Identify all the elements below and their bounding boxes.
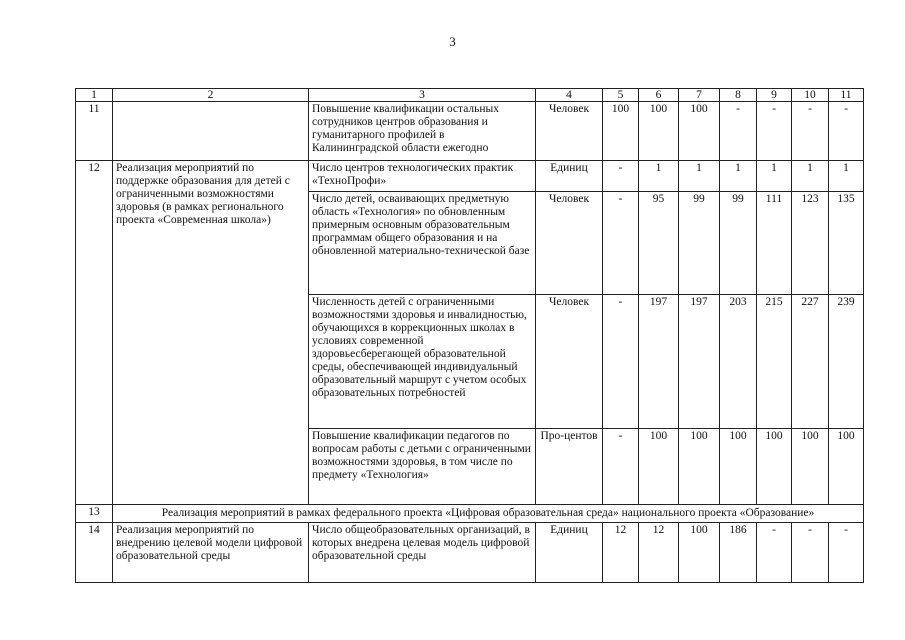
value-cell: - — [792, 523, 829, 583]
unit-cell: Человек — [536, 192, 603, 295]
value-cell: 100 — [829, 429, 864, 505]
header-cell: 9 — [757, 89, 792, 102]
value-cell: 100 — [757, 429, 792, 505]
row-number: 13 — [76, 505, 113, 523]
indicator-cell: Численность детей с ограниченными возможностями здоровья и инвалидностью, обучающихся в коррекционных школах в условиях современной здоровьесберегающей образовательной среды, обеспечивающей индивидуальный образовательный маршрут с учетом особых образовательных потребностей — [309, 295, 536, 429]
value-cell: 123 — [792, 192, 829, 295]
value-cell: - — [757, 523, 792, 583]
unit-cell: Человек — [536, 102, 603, 161]
value-cell: 227 — [792, 295, 829, 429]
value-cell: 1 — [639, 161, 679, 192]
value-cell: - — [829, 102, 864, 161]
value-cell: 1 — [679, 161, 720, 192]
header-cell: 11 — [829, 89, 864, 102]
row-number: 14 — [76, 523, 113, 583]
value-cell: 100 — [603, 102, 639, 161]
header-cell: 1 — [76, 89, 113, 102]
event-cell — [113, 102, 309, 161]
indicators-table — [75, 88, 864, 583]
value-cell: 1 — [757, 161, 792, 192]
indicator-cell: Число общеобразовательных организаций, в которых внедрена целевая модель цифровой образовательной среды — [309, 523, 536, 583]
value-cell: 111 — [757, 192, 792, 295]
value-cell: 203 — [720, 295, 757, 429]
value-cell: - — [757, 102, 792, 161]
value-cell: - — [829, 523, 864, 583]
header-cell: 2 — [113, 89, 309, 102]
header-cell: 7 — [679, 89, 720, 102]
value-cell: 1 — [792, 161, 829, 192]
value-cell: 99 — [720, 192, 757, 295]
section-row — [76, 505, 864, 523]
event-cell: Реализация мероприятий по поддержке образования для детей с ограниченными возможностями здоровья (в рамках регионального проекта «Современная школа») — [113, 161, 309, 505]
value-cell: 100 — [792, 429, 829, 505]
value-cell: 100 — [720, 429, 757, 505]
value-cell: 215 — [757, 295, 792, 429]
header-row — [76, 89, 864, 102]
value-cell: 99 — [679, 192, 720, 295]
indicator-cell: Повышение квалификации остальных сотрудников центров образования и гуманитарного профилей в Калининградской области ежегодно — [309, 102, 536, 161]
value-cell: 100 — [679, 102, 720, 161]
header-cell: 4 — [536, 89, 603, 102]
indicator-cell: Число детей, осваивающих предметную область «Технология» по обновленным примерным основным образовательным программам общего образования и на обновленной материально-технической базе — [309, 192, 536, 295]
value-cell: 197 — [679, 295, 720, 429]
value-cell: 12 — [639, 523, 679, 583]
header-cell: 5 — [603, 89, 639, 102]
value-cell: - — [720, 102, 757, 161]
value-cell: 12 — [603, 523, 639, 583]
header-cell: 6 — [639, 89, 679, 102]
value-cell: 100 — [639, 429, 679, 505]
section-title: Реализация мероприятий в рамках федерального проекта «Цифровая образовательная среда» национального проекта «Образование» — [113, 505, 864, 523]
value-cell: - — [603, 429, 639, 505]
unit-cell: Единиц — [536, 523, 603, 583]
value-cell: - — [603, 192, 639, 295]
value-cell: 95 — [639, 192, 679, 295]
indicator-cell: Число центров технологических практик «ТехноПрофи» — [309, 161, 536, 192]
value-cell: - — [603, 295, 639, 429]
row-number: 12 — [76, 161, 113, 505]
value-cell: 186 — [720, 523, 757, 583]
value-cell: 135 — [829, 192, 864, 295]
table-row — [76, 102, 864, 161]
event-cell: Реализация мероприятий по внедрению целевой модели цифровой образовательной среды — [113, 523, 309, 583]
value-cell: - — [792, 102, 829, 161]
value-cell: 100 — [639, 102, 679, 161]
value-cell: 1 — [829, 161, 864, 192]
header-cell: 8 — [720, 89, 757, 102]
value-cell: 100 — [679, 429, 720, 505]
value-cell: 1 — [720, 161, 757, 192]
table-row — [76, 161, 864, 192]
unit-cell: Про-центов — [536, 429, 603, 505]
value-cell: 197 — [639, 295, 679, 429]
unit-cell: Человек — [536, 295, 603, 429]
row-number: 11 — [76, 102, 113, 161]
table-row — [76, 523, 864, 583]
header-cell: 3 — [309, 89, 536, 102]
value-cell: 239 — [829, 295, 864, 429]
header-cell: 10 — [792, 89, 829, 102]
indicator-cell: Повышение квалификации педагогов по вопросам работы с детьми с ограниченными возможностями здоровья, в том числе по предмету «Технология» — [309, 429, 536, 505]
value-cell: 100 — [679, 523, 720, 583]
unit-cell: Единиц — [536, 161, 603, 192]
page-number: 3 — [449, 34, 456, 49]
value-cell: - — [603, 161, 639, 192]
